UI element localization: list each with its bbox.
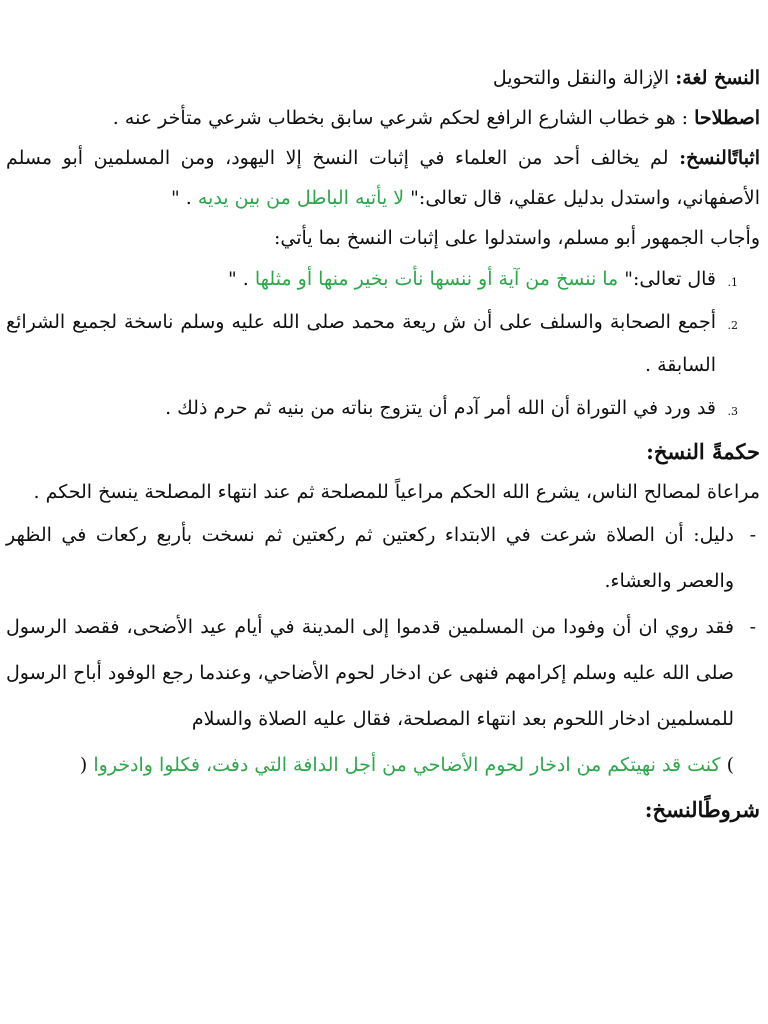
list-item xyxy=(6,387,760,430)
list-item xyxy=(6,301,760,387)
list-item-text: قال تعالى:" xyxy=(618,268,716,290)
list-item-text: قد ورد في التوراة أن الله أمر آدم أن يتزوج بناته من بنيه ثم حرم ذلك . xyxy=(165,397,716,419)
bullet-text: دليل: أن الصلاة شرعت في الابتداء ركعتين ثم ركعتين ثم نسخت بأربع ركعات في الظهر والعصر والعشاء. xyxy=(6,524,734,592)
definition-language xyxy=(6,58,760,98)
list-item-text-end: . " xyxy=(228,268,255,290)
list-item-verse: ما ننسخ من آية أو ننسها نأت بخير منها أو مثلها xyxy=(254,268,619,290)
proof-text-end: . " xyxy=(170,187,198,209)
proof-label: اثباتًالنسخ: xyxy=(679,147,760,169)
bullet-text: فقد روي ان أن وفودا من المسلمين قدموا إلى المدينة في أيام عيد الأضحى، فقصد الرسول صلى الله عليه وسلم إكرامهم فنهى عن ادخار لحوم الأضاحي، وعندما رجع الوفود أباح الرسول للمسلمين ادخار اللحوم بعد انتهاء المصلحة، فقال عليه الصلاة والسلام xyxy=(6,616,734,730)
list-number: 1. xyxy=(727,276,738,289)
majority-line: وأجاب الجمهور أبو مسلم، واستدلوا على إثبات النسخ بما يأتي: xyxy=(274,227,760,249)
definition-term-text: : هو خطاب الشارع الرافع لحكم شرعي سابق بخطاب شرعي متأخر عنه . xyxy=(112,107,695,129)
hadith-text: كنت قد نهيتكم من ادخار لحوم الأضاحي من أجل الدافة التي دفت، فكلوا وادخروا xyxy=(93,754,721,776)
proof-list xyxy=(6,258,760,430)
hadith-open-paren: ) xyxy=(720,754,734,776)
proof-paragraph xyxy=(6,138,760,218)
definition-term-label: اصطلاحا xyxy=(694,107,760,129)
definition-language-label: النسخ لغة: xyxy=(675,67,760,89)
bullet-item xyxy=(6,512,760,604)
list-number: 2. xyxy=(727,319,738,332)
list-item xyxy=(6,258,760,301)
bullet-dash: - xyxy=(749,524,756,546)
bullet-item xyxy=(6,604,760,742)
list-item-text: أجمع الصحابة والسلف على أن ش ريعة محمد صلى الله عليه وسلم ناسخة لجميع الشرائع السابقة . xyxy=(6,311,716,376)
conditions-heading: شروطًالنسخ: xyxy=(644,797,760,822)
hadith-quote xyxy=(6,742,760,788)
wisdom-heading: حكمةً النسخ: xyxy=(646,439,760,464)
proof-verse: لا يأتيه الباطل من بين يديه xyxy=(197,187,405,209)
bullet-dash: - xyxy=(749,616,756,638)
list-number: 3. xyxy=(727,405,738,418)
definition-language-text: الإزالة والنقل والتحويل xyxy=(492,67,676,89)
proof-text: لم يخالف أحد من العلماء في إثبات النسخ إلا اليهود، ومن المسلمين أبو مسلم الأصفهاني، واستدل بدليل عقلي، قال تعالى:" xyxy=(6,147,760,209)
definition-term xyxy=(6,98,760,138)
hadith-close-paren: ( xyxy=(79,754,94,776)
wisdom-intro: مراعاة لمصالح الناس، يشرع الله الحكم مراعياً للمصلحة ثم عند انتهاء المصلحة ينسخ الحكم . xyxy=(33,481,760,503)
